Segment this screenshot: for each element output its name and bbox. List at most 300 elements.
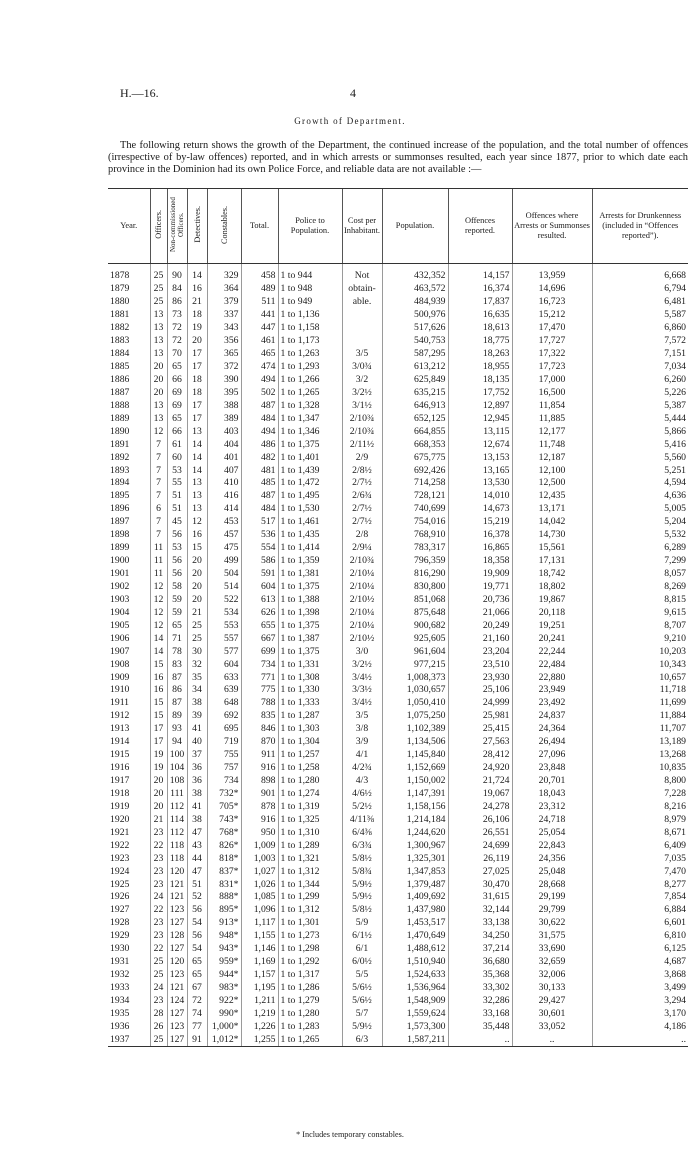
cell-population: 540,753 <box>382 335 448 348</box>
cell-officers: 13 <box>150 348 167 361</box>
cell-offences-reported: 18,135 <box>448 374 512 387</box>
cell-population: 900,682 <box>382 619 448 632</box>
cell-year: 1903 <box>110 593 130 605</box>
cell-detectives: 20 <box>187 581 207 594</box>
cell-offences-arrests: 13,959 <box>512 270 592 283</box>
cell-detectives: 34 <box>187 684 207 697</box>
cell-nco: 73 <box>167 309 187 322</box>
cell-cost-per-inhabitant: 5/9 <box>342 917 382 930</box>
cell-drunkenness: 8,671 <box>592 826 688 839</box>
cell-officers: 25 <box>150 956 167 969</box>
cell-drunkenness: 8,800 <box>592 775 688 788</box>
cell-cost-per-inhabitant: 5/9½ <box>342 891 382 904</box>
cell-year: 1923 <box>110 852 130 864</box>
cell-detectives: 13 <box>187 477 207 490</box>
cell-police-to-population: 1 to 1,136 <box>278 309 342 322</box>
cell-nco: 123 <box>167 969 187 982</box>
cell-detectives: 41 <box>187 723 207 736</box>
cell-year: 1908 <box>110 658 130 670</box>
cell-year: 1904 <box>110 606 130 618</box>
cell-police-to-population: 1 to 1,303 <box>278 723 342 736</box>
cell-offences-reported: 18,955 <box>448 361 512 374</box>
cell-nco: 72 <box>167 322 187 335</box>
section-title-text: Growth of Department. <box>294 116 406 126</box>
cell-offences-reported: 26,119 <box>448 852 512 865</box>
cell-detectives: 65 <box>187 969 207 982</box>
cell-population: 768,910 <box>382 529 448 542</box>
cell-police-to-population: 1 to 1,173 <box>278 335 342 348</box>
cell-police-to-population: 1 to 1,439 <box>278 464 342 477</box>
cell-total: 1,155 <box>241 930 278 943</box>
cell-offences-arrests: 20,701 <box>512 775 592 788</box>
cell-cost-per-inhabitant: 3/3½ <box>342 684 382 697</box>
table-row <box>108 839 688 852</box>
cell-police-to-population: 1 to 1,289 <box>278 839 342 852</box>
cell-offences-arrests: 18,043 <box>512 788 592 801</box>
cell-population: 851,068 <box>382 593 448 606</box>
cell-offences-arrests: 17,322 <box>512 348 592 361</box>
cell-officers: 14 <box>150 632 167 645</box>
cell-offences-reported: 25,415 <box>448 723 512 736</box>
header-population: Population. <box>382 189 448 264</box>
cell-police-to-population: 1 to 1,321 <box>278 852 342 865</box>
cell-offences-reported: 18,613 <box>448 322 512 335</box>
cell-year: 1885 <box>110 361 130 373</box>
cell-population: 1,559,624 <box>382 1007 448 1020</box>
header-total: Total. <box>241 189 278 264</box>
cell-drunkenness: 7,854 <box>592 891 688 904</box>
cell-nco: 121 <box>167 982 187 995</box>
table-row <box>108 555 688 568</box>
cell-total: 771 <box>241 671 278 684</box>
cell-offences-arrests: 12,177 <box>512 425 592 438</box>
cell-offences-arrests: 17,470 <box>512 322 592 335</box>
cell-nco: 123 <box>167 904 187 917</box>
cell-officers: 15 <box>150 710 167 723</box>
cell-population: 1,536,964 <box>382 982 448 995</box>
table-row <box>108 969 688 982</box>
cell-total: 1,117 <box>241 917 278 930</box>
cell-offences-reported: 24,920 <box>448 762 512 775</box>
cell-population: 587,295 <box>382 348 448 361</box>
cell-drunkenness: 9,210 <box>592 632 688 645</box>
cell-cost-per-inhabitant: 3/2½ <box>342 658 382 671</box>
table-row <box>108 891 688 904</box>
cell-detectives: 38 <box>187 697 207 710</box>
table-row <box>108 826 688 839</box>
cell-constables: 388 <box>207 399 241 412</box>
cell-detectives: 20 <box>187 555 207 568</box>
cell-population: 463,572 <box>382 283 448 296</box>
cell-officers: 20 <box>150 788 167 801</box>
cell-officers: 25 <box>150 1033 167 1046</box>
cell-cost-per-inhabitant: 5/8½ <box>342 852 382 865</box>
cell-year: 1879 <box>110 283 130 295</box>
cell-population: 1,437,980 <box>382 904 448 917</box>
cell-drunkenness: 5,226 <box>592 386 688 399</box>
cell-cost-per-inhabitant: 2/10¾ <box>342 412 382 425</box>
cell-offences-reported: 23,204 <box>448 645 512 658</box>
cell-officers: 19 <box>150 749 167 762</box>
cell-total: 626 <box>241 606 278 619</box>
cell-offences-arrests: 24,356 <box>512 852 592 865</box>
cell-total: 586 <box>241 555 278 568</box>
header-cost-per-inhabitant: Cost per Inhabitant. <box>342 189 382 264</box>
cell-offences-arrests: 23,949 <box>512 684 592 697</box>
cell-total: 655 <box>241 619 278 632</box>
cell-police-to-population: 1 to 1,359 <box>278 555 342 568</box>
cell-constables: 404 <box>207 438 241 451</box>
cell-drunkenness: 7,035 <box>592 852 688 865</box>
cell-year: 1899 <box>110 542 130 554</box>
cell-officers: 13 <box>150 309 167 322</box>
cell-population: 1,325,301 <box>382 852 448 865</box>
cell-total: 458 <box>241 270 278 283</box>
cell-cost-per-inhabitant: 2/7½ <box>342 477 382 490</box>
cell-police-to-population: 1 to 1,325 <box>278 813 342 826</box>
cell-police-to-population: 1 to 1,280 <box>278 775 342 788</box>
cell-offences-arrests: 20,118 <box>512 606 592 619</box>
cell-nco: 56 <box>167 568 187 581</box>
cell-officers: 11 <box>150 555 167 568</box>
cell-offences-reported: 35,448 <box>448 1020 512 1033</box>
cell-offences-reported: 19,909 <box>448 568 512 581</box>
cell-nco: 72 <box>167 335 187 348</box>
cell-constables: 639 <box>207 684 241 697</box>
cell-offences-arrests: 11,885 <box>512 412 592 425</box>
cell-total: 482 <box>241 451 278 464</box>
cell-population: 830,800 <box>382 581 448 594</box>
cell-cost-per-inhabitant: 6/1 <box>342 943 382 956</box>
cell-police-to-population: 1 to 1,158 <box>278 322 342 335</box>
cell-constables: 719 <box>207 736 241 749</box>
cell-drunkenness: 6,481 <box>592 296 688 309</box>
cell-police-to-population: 1 to 1,346 <box>278 425 342 438</box>
cell-nco: 127 <box>167 917 187 930</box>
cell-population: 977,215 <box>382 658 448 671</box>
cell-total: 484 <box>241 412 278 425</box>
cell-population: 1,510,940 <box>382 956 448 969</box>
cell-nco: 66 <box>167 374 187 387</box>
cell-offences-arrests: 18,802 <box>512 581 592 594</box>
cell-nco: 70 <box>167 348 187 361</box>
table-row <box>108 322 688 335</box>
cell-year: 1896 <box>110 503 130 515</box>
cell-population: 1,524,633 <box>382 969 448 982</box>
cell-drunkenness: 8,979 <box>592 813 688 826</box>
cell-population: 1,347,853 <box>382 865 448 878</box>
cell-nco: 53 <box>167 542 187 555</box>
cell-total: 699 <box>241 645 278 658</box>
table-row <box>108 529 688 542</box>
cell-cost-per-inhabitant: 2/10¼ <box>342 606 382 619</box>
cell-officers: 7 <box>150 451 167 464</box>
cell-drunkenness: 7,151 <box>592 348 688 361</box>
cell-cost-per-inhabitant: 2/10¾ <box>342 425 382 438</box>
cell-total: 870 <box>241 736 278 749</box>
cell-officers: 25 <box>150 270 167 283</box>
cell-nco: 128 <box>167 930 187 943</box>
cell-nco: 112 <box>167 826 187 839</box>
cell-total: 554 <box>241 542 278 555</box>
cell-offences-arrests: 18,742 <box>512 568 592 581</box>
cell-total: 788 <box>241 697 278 710</box>
cell-constables: 818* <box>207 852 241 865</box>
cell-drunkenness: 6,668 <box>592 270 688 283</box>
cell-cost-per-inhabitant: 2/7½ <box>342 516 382 529</box>
cell-population: 613,212 <box>382 361 448 374</box>
cell-cost-per-inhabitant: 3/1½ <box>342 399 382 412</box>
cell-police-to-population: 1 to 1,375 <box>278 438 342 451</box>
cell-constables: 757 <box>207 762 241 775</box>
cell-offences-reported: 16,635 <box>448 309 512 322</box>
cell-nco: 51 <box>167 490 187 503</box>
cell-constables: 514 <box>207 581 241 594</box>
cell-detectives: 39 <box>187 710 207 723</box>
cell-police-to-population: 1 to 1,388 <box>278 593 342 606</box>
cell-total: 1,169 <box>241 956 278 969</box>
cell-offences-arrests: 19,867 <box>512 593 592 606</box>
cell-total: 604 <box>241 581 278 594</box>
cell-year: 1922 <box>110 839 130 851</box>
cell-offences-reported: 19,771 <box>448 581 512 594</box>
cell-drunkenness: 7,034 <box>592 361 688 374</box>
table-header-row <box>108 189 688 264</box>
cell-year: 1895 <box>110 490 130 502</box>
cell-population: 796,359 <box>382 555 448 568</box>
cell-cost-per-inhabitant: 3/5 <box>342 348 382 361</box>
cell-constables: 414 <box>207 503 241 516</box>
cell-officers: 28 <box>150 1007 167 1020</box>
cell-detectives: 14 <box>187 438 207 451</box>
cell-nco: 66 <box>167 425 187 438</box>
cell-population: 925,605 <box>382 632 448 645</box>
cell-year: 1880 <box>110 296 130 308</box>
cell-detectives: 17 <box>187 361 207 374</box>
cell-nco: 124 <box>167 995 187 1008</box>
cell-total: 1,219 <box>241 1007 278 1020</box>
cell-constables: 522 <box>207 593 241 606</box>
cell-constables: 1,012* <box>207 1033 241 1046</box>
cell-total: 465 <box>241 348 278 361</box>
cell-offences-arrests: 12,500 <box>512 477 592 490</box>
cell-officers: 15 <box>150 697 167 710</box>
cell-cost-per-inhabitant: 2/10¾ <box>342 555 382 568</box>
cell-police-to-population: 1 to 1,472 <box>278 477 342 490</box>
cell-drunkenness: 6,125 <box>592 943 688 956</box>
cell-cost-per-inhabitant: 5/8¾ <box>342 865 382 878</box>
cell-drunkenness: 3,868 <box>592 969 688 982</box>
cell-total: 461 <box>241 335 278 348</box>
cell-nco: 56 <box>167 529 187 542</box>
cell-officers: 11 <box>150 568 167 581</box>
cell-detectives: 14 <box>187 451 207 464</box>
cell-offences-reported: 16,865 <box>448 542 512 555</box>
table-row <box>108 386 688 399</box>
cell-constables: 395 <box>207 386 241 399</box>
cell-detectives: 25 <box>187 632 207 645</box>
cell-constables: 922* <box>207 995 241 1008</box>
cell-officers: 12 <box>150 606 167 619</box>
cell-cost-per-inhabitant: 2/8 <box>342 529 382 542</box>
cell-offences-reported: 30,470 <box>448 878 512 891</box>
cell-cost-per-inhabitant: 3/4½ <box>342 671 382 684</box>
cell-year: 1928 <box>110 917 130 929</box>
cell-officers: 12 <box>150 593 167 606</box>
cell-police-to-population: 1 to 1,319 <box>278 800 342 813</box>
cell-nco: 69 <box>167 399 187 412</box>
cell-nco: 55 <box>167 477 187 490</box>
cell-police-to-population: 1 to 1,263 <box>278 348 342 361</box>
table-row <box>108 736 688 749</box>
cell-detectives: 54 <box>187 917 207 930</box>
cell-offences-arrests: 23,848 <box>512 762 592 775</box>
cell-year: 1881 <box>110 309 130 321</box>
cell-offences-reported: 26,551 <box>448 826 512 839</box>
cell-cost-per-inhabitant: 3/9 <box>342 736 382 749</box>
cell-population: 1,152,669 <box>382 762 448 775</box>
cell-nco: 90 <box>167 270 187 283</box>
cell-population: 432,352 <box>382 270 448 283</box>
table-row <box>108 1007 688 1020</box>
cell-offences-arrests: 17,131 <box>512 555 592 568</box>
cell-year: 1913 <box>110 723 130 735</box>
cell-offences-reported: 18,775 <box>448 335 512 348</box>
cell-drunkenness: 4,594 <box>592 477 688 490</box>
cell-population: 754,016 <box>382 516 448 529</box>
cell-drunkenness: 11,718 <box>592 684 688 697</box>
cell-detectives: 44 <box>187 852 207 865</box>
cell-year: 1915 <box>110 749 130 761</box>
cell-offences-reported: 16,378 <box>448 529 512 542</box>
cell-police-to-population: 1 to 1,461 <box>278 516 342 529</box>
cell-detectives: 16 <box>187 283 207 296</box>
cell-cost-per-inhabitant: 4/6½ <box>342 788 382 801</box>
cell-officers: 20 <box>150 386 167 399</box>
cell-offences-reported: 24,999 <box>448 697 512 710</box>
cell-offences-arrests: 24,718 <box>512 813 592 826</box>
page-number: 4 <box>350 86 356 100</box>
cell-constables: 943* <box>207 943 241 956</box>
table-row <box>108 697 688 710</box>
cell-offences-arrests: 12,435 <box>512 490 592 503</box>
cell-offences-arrests: 31,575 <box>512 930 592 943</box>
cell-police-to-population: 1 to 1,312 <box>278 865 342 878</box>
cell-drunkenness: 9,615 <box>592 606 688 619</box>
cell-total: 835 <box>241 710 278 723</box>
cell-constables: 913* <box>207 917 241 930</box>
cell-total: 613 <box>241 593 278 606</box>
cell-nco: 104 <box>167 762 187 775</box>
cell-nco: 87 <box>167 697 187 710</box>
cell-cost-per-inhabitant: 2/9 <box>342 451 382 464</box>
table-row <box>108 374 688 387</box>
cell-offences-reported: 25,106 <box>448 684 512 697</box>
cell-detectives: 56 <box>187 904 207 917</box>
cell-population: 664,855 <box>382 425 448 438</box>
cell-nco: 71 <box>167 632 187 645</box>
cell-year: 1931 <box>110 956 130 968</box>
cell-total: 1,027 <box>241 865 278 878</box>
cell-police-to-population: 1 to 1,274 <box>278 788 342 801</box>
cell-nco: 114 <box>167 813 187 826</box>
cell-offences-arrests: 16,500 <box>512 386 592 399</box>
cell-year: 1901 <box>110 568 130 580</box>
cell-detectives: 20 <box>187 568 207 581</box>
header-drunkenness: Arrests for Drunkenness (included in “Offences reported”). <box>592 189 688 264</box>
cell-cost-per-inhabitant: 4/3 <box>342 775 382 788</box>
cell-nco: 127 <box>167 1007 187 1020</box>
cell-police-to-population: 1 to 944 <box>278 270 342 283</box>
cell-offences-arrests: 25,048 <box>512 865 592 878</box>
cell-population: 1,102,389 <box>382 723 448 736</box>
cell-year: 1917 <box>110 775 130 787</box>
cell-population: 1,158,156 <box>382 800 448 813</box>
cell-nco: 60 <box>167 451 187 464</box>
cell-year: 1924 <box>110 865 130 877</box>
cell-cost-per-inhabitant: 2/10¼ <box>342 568 382 581</box>
cell-total: 1,157 <box>241 969 278 982</box>
cell-total: 511 <box>241 296 278 309</box>
cell-detectives: 14 <box>187 270 207 283</box>
cell-constables: 401 <box>207 451 241 464</box>
table-row <box>108 800 688 813</box>
cell-cost-per-inhabitant: 6/4⅜ <box>342 826 382 839</box>
table-row <box>108 283 688 296</box>
cell-cost-per-inhabitant: 5/7 <box>342 1007 382 1020</box>
cell-total: 487 <box>241 490 278 503</box>
cell-population: 625,849 <box>382 374 448 387</box>
cell-offences-arrests: 23,492 <box>512 697 592 710</box>
cell-population: 1,134,506 <box>382 736 448 749</box>
intro-paragraph: The following return shows the growth of the Department, the continued increase of the population, and the total number of offences (irrespective of by-law offences) reported, and in which arrests or summonses resulted, each year since 1877, prior to which date each province in the Dominion had its own Police Force, and reliable data are not available :— <box>108 140 688 176</box>
cell-nco: 86 <box>167 296 187 309</box>
cell-detectives: 47 <box>187 826 207 839</box>
cell-offences-reported: 24,278 <box>448 800 512 813</box>
cell-cost-per-inhabitant: 5/5 <box>342 969 382 982</box>
cell-constables: 403 <box>207 425 241 438</box>
cell-police-to-population: 1 to 1,495 <box>278 490 342 503</box>
cell-officers: 22 <box>150 943 167 956</box>
cell-detectives: 17 <box>187 412 207 425</box>
cell-population: 1,214,184 <box>382 813 448 826</box>
cell-nco: 51 <box>167 503 187 516</box>
cell-total: 494 <box>241 374 278 387</box>
cell-offences-arrests: 15,212 <box>512 309 592 322</box>
cell-detectives: 25 <box>187 619 207 632</box>
cell-officers: 23 <box>150 878 167 891</box>
cell-total: 591 <box>241 568 278 581</box>
cell-population: 1,145,840 <box>382 749 448 762</box>
cell-offences-reported: 16,374 <box>448 283 512 296</box>
cell-year: 1911 <box>110 697 130 709</box>
cell-offences-reported: 20,736 <box>448 593 512 606</box>
cell-police-to-population: 1 to 1,435 <box>278 529 342 542</box>
cell-detectives: 19 <box>187 322 207 335</box>
cell-officers: 12 <box>150 619 167 632</box>
cell-detectives: 51 <box>187 878 207 891</box>
table-row <box>108 943 688 956</box>
table-row <box>108 412 688 425</box>
cell-offences-reported: 13,530 <box>448 477 512 490</box>
cell-police-to-population: 1 to 1,301 <box>278 917 342 930</box>
cell-cost-per-inhabitant: 4/2¾ <box>342 762 382 775</box>
cell-police-to-population: 1 to 1,375 <box>278 619 342 632</box>
cell-nco: 123 <box>167 1020 187 1033</box>
cell-detectives: 38 <box>187 788 207 801</box>
cell-officers: 7 <box>150 464 167 477</box>
cell-offences-reported: 23,510 <box>448 658 512 671</box>
